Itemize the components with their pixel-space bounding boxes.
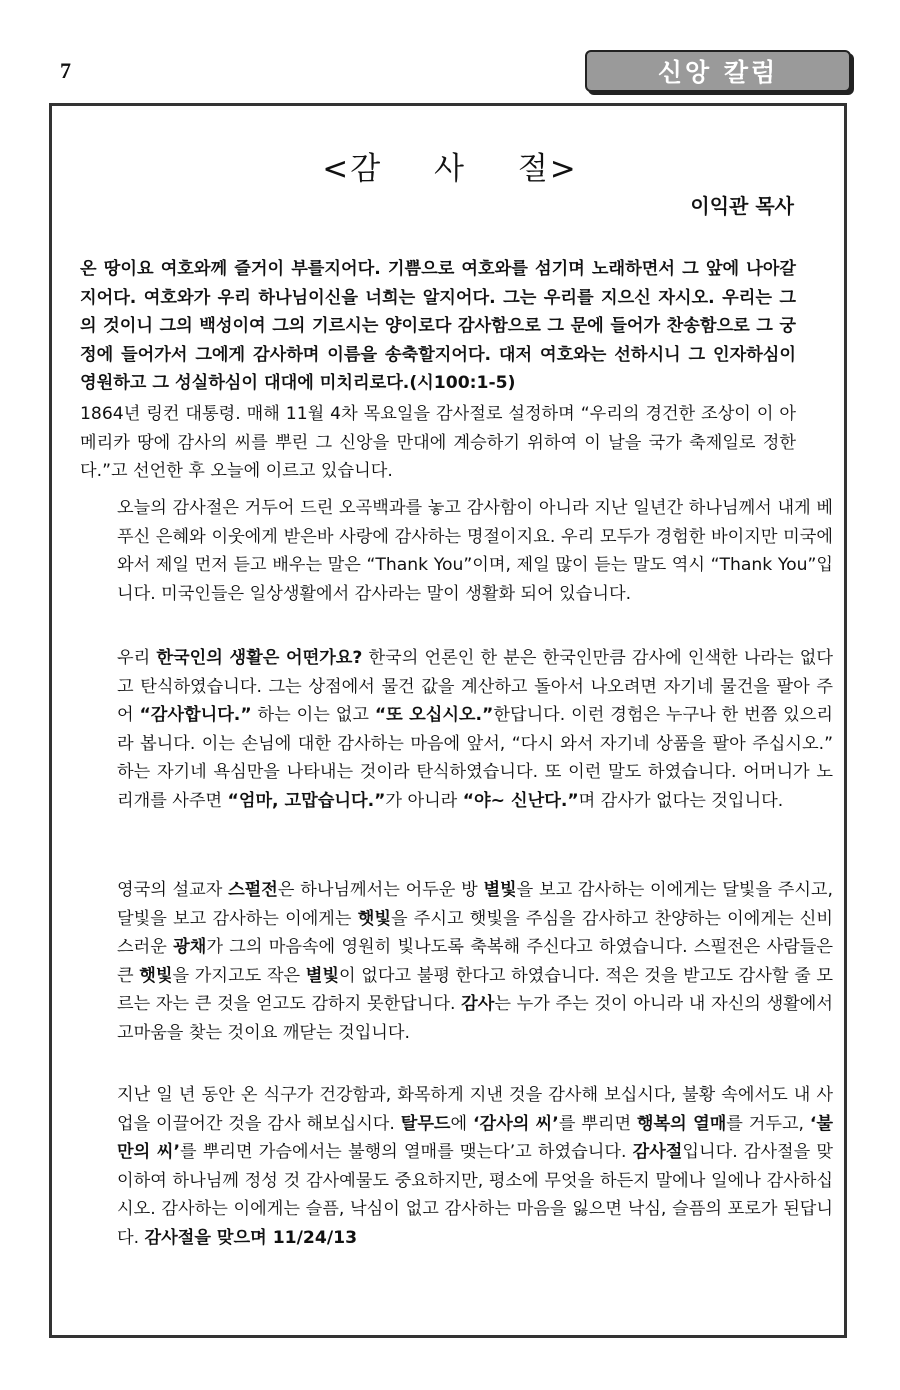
paragraph-2 <box>80 494 833 608</box>
page-number: 7 <box>60 58 71 83</box>
emphasis: 별빛 <box>483 880 517 900</box>
text-run: 한답니다. 이런 경험은 누구나 한 번쯤 있으리라 봅니다. 이는 손님에 대한 감사하는 마음에 앞서, “다시 와서 자기네 상품을 팔아 주십시오.” 하는 자기네 욕심만을 나타내는 것이라 탄식하였습니다. 또 이런 말도 하였습니다. 어머니가 노리개를 사주면 <box>117 705 833 811</box>
emphasis: “또 오십시오.” <box>374 705 494 725</box>
text-run: 며 감사가 없다는 것입니다. <box>578 790 784 811</box>
emphasis: “감사합니다.” <box>139 705 252 725</box>
paragraph-5 <box>80 1081 833 1252</box>
section-badge: 신앙 칼럼 <box>585 50 851 92</box>
emphasis: 감사절 <box>632 1142 683 1162</box>
emphasis: 한국인의 생활은 어떤가요? <box>156 648 363 668</box>
text-run: 을 보고 감사하는 이에게는 달빛을 주시고, 달빛을 보고 감사하는 이에게는 <box>117 880 833 929</box>
emphasis: 탈무드 <box>400 1113 451 1134</box>
emphasis: 광채 <box>173 937 207 957</box>
emphasis: 햇빛 <box>139 965 173 986</box>
text-run: 지난 일 년 동안 온 식구가 건강함과, 화목하게 지낸 것을 감사해 보십시다, 불황 속에서도 내 사업을 이끌어간 것을 감사 해보십시다. <box>117 1085 833 1134</box>
text-run: 을 가지고도 작은 <box>172 965 306 986</box>
text-run: 를 뿌리면 <box>558 1113 637 1134</box>
text-run: 한국의 언론인 한 분은 한국인만큼 감사에 인색한 나라는 없다고 탄식하였습니다. 그는 상점에서 물건 값을 계산하고 돌아서 나오려면 자기네 물건을 팔아 주어 <box>117 648 834 725</box>
scripture-quote: 온 땅이요 여호와께 즐거이 부를지어다. 기쁨으로 여호와를 섬기며 노래하면서 그 앞에 나아갈지어다. 여호와가 우리 하나님이신을 너희는 알지어다. 그는 우리를 지으신 자시오. 우리는 그의 것이니 그의 백성이여 그의 기르시는 양이로다 감사함으로 그 문에 들어가 찬송함으로 그 궁정에 들어가서 그에게 감사하며 이름을 송축할지어다. 대저 여호와는 선하시니 그 인자하심이 영원하고 그 성실하심이 대대에 미치리로다.(시100:1-5) <box>80 259 796 393</box>
paragraph-3 <box>80 644 833 815</box>
emphasis: 감사 <box>461 994 495 1014</box>
article-author: 이익관 목사 <box>690 194 794 218</box>
emphasis: 스펄전 <box>228 880 278 900</box>
text-run: 은 하나님께서는 어두운 방 <box>277 880 484 900</box>
text-run: 이 없다고 불평 한다고 하였습니다. 적은 것을 받고도 감사할 줄 모르는 자는 큰 것을 얻고도 감하지 못한답니다. <box>117 965 833 1014</box>
text-run: 하는 이는 없고 <box>251 705 375 725</box>
emphasis: ‘감사의 씨’ <box>472 1113 559 1134</box>
text-run: 는 누가 주는 것이 아니라 내 자신의 생활에서 고마움을 찾는 것이요 깨닫는 것입니다. <box>117 994 833 1043</box>
emphasis: “엄마, 고맙습니다.” <box>227 790 386 811</box>
article-title: <감 사 절> <box>322 151 578 187</box>
text-run: 영국의 설교자 <box>117 880 229 900</box>
text-run: 가 그의 마음속에 영원히 빛나도록 축복해 주신다고 하였습니다. 스펄전은 사람들은 큰 <box>117 937 833 986</box>
paragraph-2-text: 오늘의 감사절은 거두어 드린 오곡백과를 놓고 감사함이 아니라 지난 일년간 하나님께서 내게 베푸신 은혜와 이웃에게 받은바 사랑에 감사하는 명절이지요. 우리 모두가 경험한 바이지만 미국에 와서 제일 먼저 듣고 배우는 말은 “Thank You”이며, 제일 많이 듣는 말도 역시 “Thank You”입니다. 미국인들은 일상생활에서 감사라는 말이 생활화 되어 있습니다. <box>117 498 833 604</box>
emphasis: 행복의 열매 <box>636 1113 727 1134</box>
emphasis: 햇빛 <box>357 908 391 929</box>
text-run: 에 <box>450 1113 473 1134</box>
paragraph-4 <box>80 876 833 1047</box>
paragraph-1: 1864년 링컨 대통령. 매해 11월 4차 목요일을 감사절로 설정하며 “우리의 경건한 조상이 이 아메리카 땅에 감사의 씨를 뿌린 그 신앙을 만대에 계승하기 위하여 이 날을 국가 축제일로 정한다.”고 선언한 후 오늘에 이르고 있습니다. <box>80 404 796 481</box>
text-run: 입니다. 감사절을 맞이하여 하나님께 정성 것 감사예물도 중요하지만, 평소에 무엇을 하든지 말에나 일에나 감사하십시오. 감사하는 이에게는 슬픔, 낙심이 없고 감사하는 마음을 잃으면 낙심, 슬픔의 포로가 된답니다. <box>117 1142 834 1248</box>
emphasis: ‘불만의 씨’ <box>117 1113 833 1162</box>
text-run: 우리 <box>117 648 157 668</box>
emphasis: “야~ 신난다.” <box>462 790 579 811</box>
text-run: 를 뿌리면 가슴에서는 불행의 열매를 맺는다’고 하였습니다. <box>180 1142 633 1162</box>
text-run: 을 주시고 햇빛을 주심을 감사하고 찬양하는 이에게는 신비스러운 <box>117 908 833 957</box>
text-run: 를 거두고, <box>726 1113 810 1134</box>
emphasis: 별빛 <box>305 965 340 986</box>
text-run: 가 아니라 <box>385 790 463 811</box>
emphasis: 감사절을 맞으며 11/24/13 <box>144 1227 358 1248</box>
